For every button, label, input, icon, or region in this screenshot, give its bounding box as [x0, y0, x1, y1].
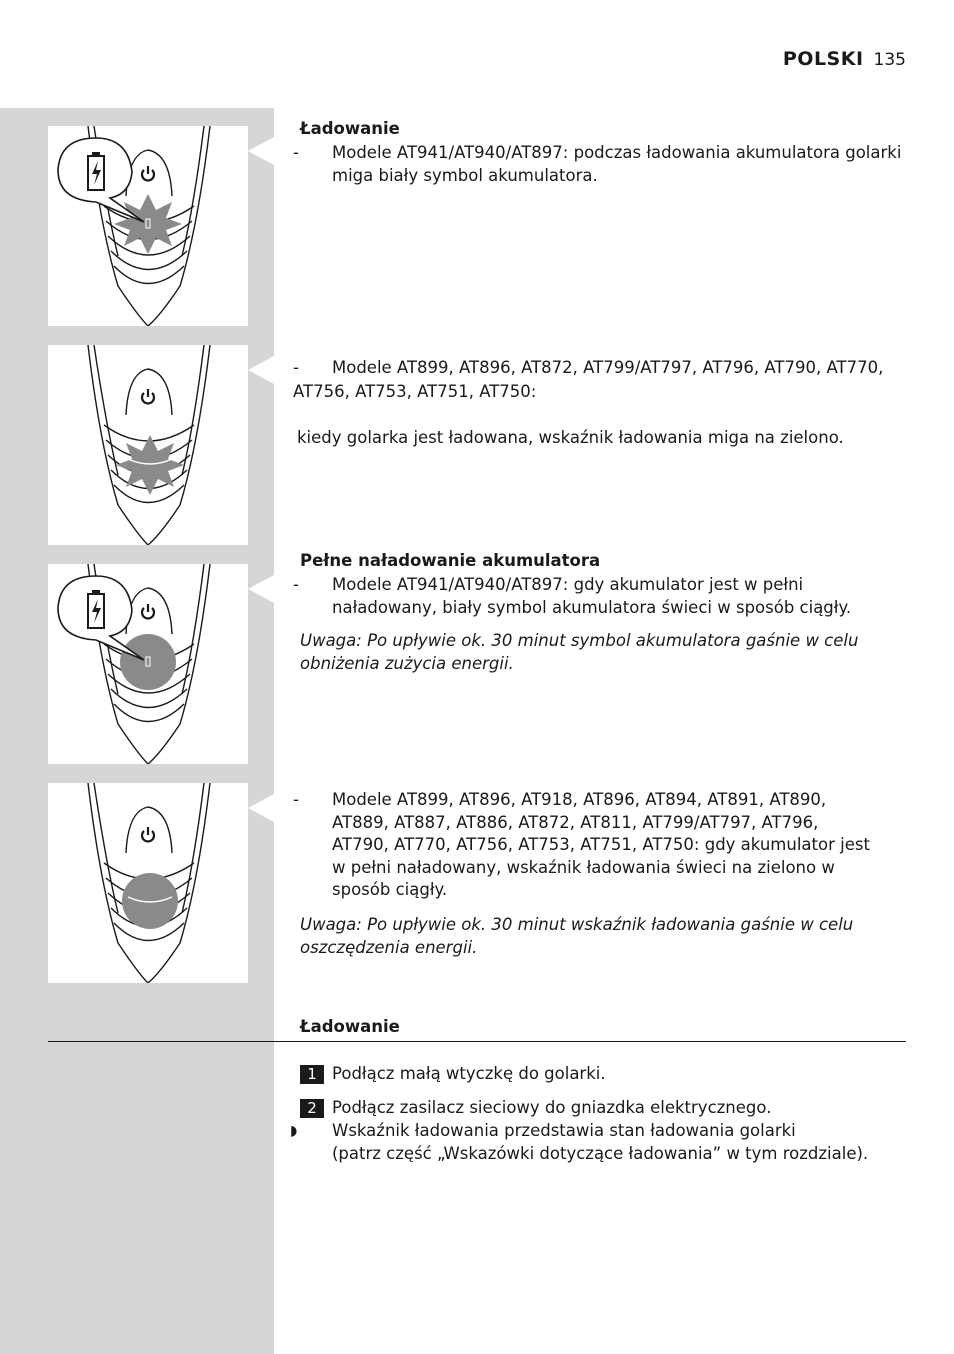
section-divider [48, 1041, 906, 1042]
step-text: Podłącz małą wtyczkę do golarki. [332, 1064, 606, 1083]
list-item [293, 789, 903, 902]
note-text: Uwaga: Po upływie ok. 30 minut symbol akumulatora gaśnie w celu obniżenia zużycia energii. [300, 631, 859, 673]
section-heading-procedure: Ładowanie [300, 1017, 400, 1036]
indicator-steady [122, 873, 178, 929]
list-dash: - [293, 143, 299, 162]
shaver-drawing [48, 345, 248, 545]
shaver-illustration-indicator-blinking [48, 345, 248, 545]
illustration-pointer [248, 137, 274, 165]
shaver-illustration-indicator-steady [48, 783, 248, 983]
illustration-pointer [248, 794, 274, 822]
indicator-flash [116, 435, 184, 495]
shaver-drawing [48, 564, 248, 764]
shaver-drawing [48, 126, 248, 326]
list-item-text: Modele AT941/AT940/AT897: gdy akumulator jest w pełni naładowany, biały symbol akumulatora świeci w sposób ciągły. [332, 575, 852, 617]
illustration-pointer [248, 575, 274, 603]
section-heading-charging: Ładowanie [300, 119, 400, 138]
result-line-1: Wskaźnik ładowania przedstawia stan ładowania golarki [332, 1121, 796, 1140]
power-icon [142, 604, 154, 618]
page-header [783, 48, 906, 70]
language-label: POLSKI [782, 48, 864, 70]
power-icon [142, 389, 154, 403]
power-icon [142, 166, 154, 180]
list-item-text: Modele AT941/AT940/AT897: podczas ładowania akumulatora golarki miga biały symbol akumulatora. [332, 143, 902, 185]
shaver-illustration-battery-blinking [48, 126, 248, 326]
step-2 [300, 1097, 771, 1120]
list-dash: - [293, 358, 299, 377]
list-item [293, 357, 903, 380]
step-1 [300, 1063, 606, 1086]
step-number: 1 [300, 1065, 324, 1084]
list-item [293, 574, 903, 619]
page-number: 135 [873, 50, 906, 70]
step-text: Podłącz zasilacz sieciowy do gniazdka elektrycznego. [332, 1098, 772, 1117]
list-dash: - [293, 790, 299, 809]
power-icon [142, 827, 154, 841]
list-dash: - [293, 575, 299, 594]
step-number: 2 [300, 1099, 324, 1118]
shaver-drawing [48, 783, 248, 983]
result-line-2: (patrz część „Wskazówki dotyczące ładowania” w tym rozdziale). [332, 1143, 869, 1163]
list-item-continuation: kiedy golarka jest ładowana, wskaźnik ładowania miga na zielono. [297, 428, 844, 447]
list-item-continuation: AT756, AT753, AT751, AT750: [293, 382, 537, 401]
illustration-pointer [248, 356, 274, 384]
list-item [293, 142, 903, 187]
list-item-text: Modele AT899, AT896, AT918, AT896, AT894, AT891, AT890, AT889, AT887, AT886, AT872, AT811, AT799/AT797, AT796, AT790, AT770, AT756, AT753, AT751, AT750: gdy akumulator jest w pełni naładowany, wskaźnik ładowania świeci na zielono w sposób ciągły. [332, 790, 870, 899]
section-heading-full-charge: Pełne naładowanie akumulatora [300, 551, 601, 570]
shaver-illustration-battery-steady [48, 564, 248, 764]
indicator-flash [114, 194, 182, 254]
result-text [290, 1120, 910, 1165]
indicator-steady [120, 634, 176, 690]
list-item-text: Modele AT899, AT896, AT872, AT799/AT797, AT796, AT790, AT770, [332, 358, 884, 377]
note-text: Uwaga: Po upływie ok. 30 minut wskaźnik ładowania gaśnie w celu oszczędzenia energii. [300, 915, 854, 957]
result-arrow-icon: ◗ [290, 1123, 298, 1139]
